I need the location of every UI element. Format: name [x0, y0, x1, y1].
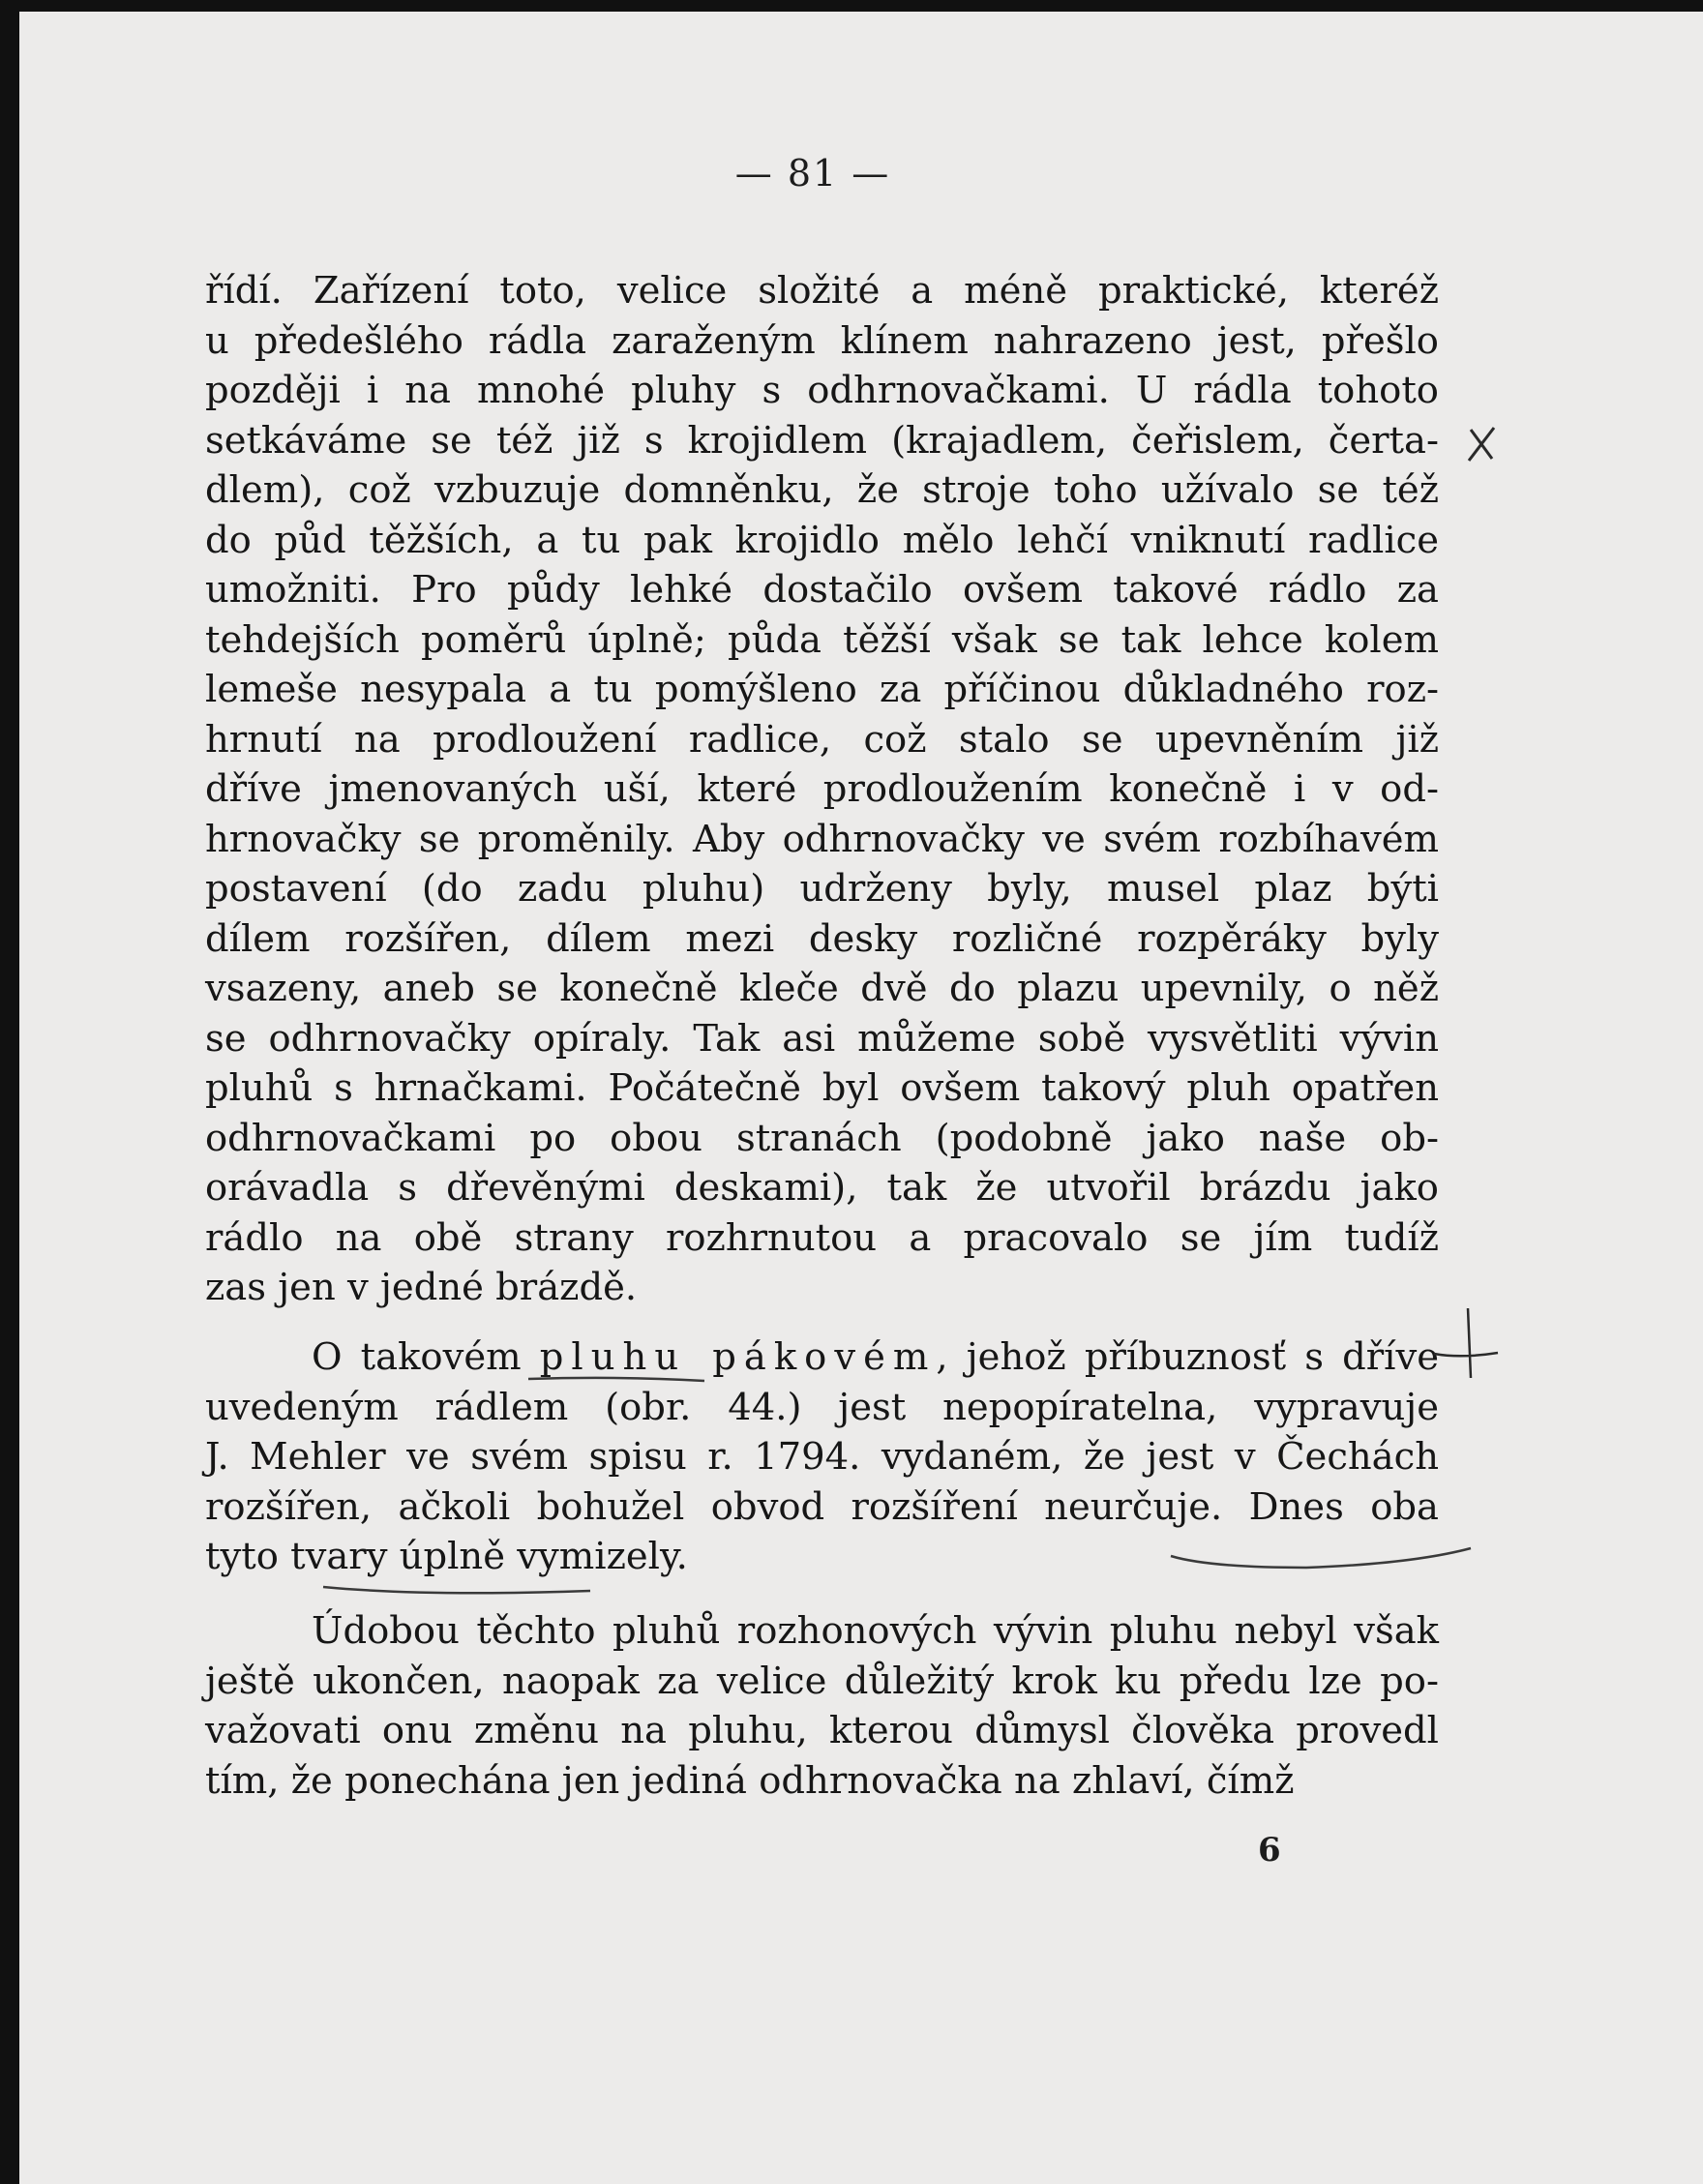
paragraph-line: uvedeným rádlem (obr. 44.) jest nepopíratelna, vypravuje [205, 1385, 1439, 1429]
paragraph-line: tehdejších poměrů úplně; půda těžší však se tak lehce kolem [205, 617, 1439, 662]
paragraph-line: hrnutí na prodloužení radlice, což stalo se upevněním již [205, 717, 1439, 762]
paragraph-line: umožniti. Pro půdy lehké dostačilo ovšem takové rádlo za [205, 568, 1439, 612]
paragraph-line: tím, že ponechána jen jediná odhrnovačka na zhlaví, čímž [205, 1758, 1295, 1803]
paragraph-line: lemeše nesypala a tu pomýšleno za příčinou důkladného roz- [205, 668, 1439, 711]
paragraph-line [205, 1332, 1439, 1383]
paragraph-line: řídí. Zařízení toto, velice složité a méně praktické, kteréž [205, 269, 1439, 313]
emphasized-term: pluhu pákovém [539, 1335, 937, 1379]
text-run: , jehož příbuznosť s dříve [936, 1335, 1439, 1379]
paragraph-line: dílem rozšířen, dílem mezi desky rozličné rozpěráky byly [205, 916, 1439, 961]
paragraph-line: hrnovačky se proměnily. Aby odhrnovačky ve svém rozbíhavém [205, 817, 1439, 861]
paragraph-line: se odhrnovačky opíraly. Tak asi můžeme sobě vysvětliti vývin [205, 1016, 1439, 1061]
paragraph-line: ještě ukončen, naopak za velice důležitý krok ku předu lze po- [205, 1659, 1439, 1703]
paragraph-line: později i na mnohé pluhy s odhrnovačkami. U rádla tohoto [205, 369, 1439, 412]
paragraph-line: rozšířen, ačkoli bohužel obvod rozšíření neurčuje. Dnes oba [205, 1484, 1439, 1529]
paragraph-line: postavení (do zadu pluhu) udrženy byly, musel plaz býti [205, 867, 1439, 911]
paragraph-2 [205, 1332, 1439, 1582]
book-page [19, 12, 1703, 2184]
page-number: — 81 — [734, 152, 891, 194]
paragraph-line: rádlo na obě strany rozhrnutou a pracovalo se jím tudíž [205, 1215, 1439, 1260]
paragraph-line: pluhů s hrnačkami. Počátečně byl ovšem takový pluh opatřen [205, 1066, 1439, 1110]
scan-border-left [0, 0, 19, 2184]
paragraph-line: važovati onu změnu na pluhu, kterou důmysl člověka provedl [205, 1709, 1439, 1752]
paragraph-line: tyto tvary úplně vymizely. [205, 1535, 688, 1578]
paragraph-line: vsazeny, aneb se konečně kleče dvě do plazu upevnily, o něž [205, 967, 1439, 1010]
paragraph-1 [205, 266, 1439, 1313]
scan-border-top [0, 0, 1703, 12]
text-run: O takovém [312, 1335, 540, 1379]
paragraph-line: setkáváme se též již s krojidlem (krajadlem, čeřislem, čerta- [205, 418, 1439, 463]
paragraph-line: u předešlého rádla zaraženým klínem nahrazeno jest, přešlo [205, 318, 1439, 363]
paragraph-line: do půd těžších, a tu pak krojidlo mělo lehčí vniknutí radlice [205, 518, 1439, 562]
paragraph-line: Údobou těchto pluhů rozhonových vývin pluhu nebyl však [312, 1609, 1439, 1653]
paragraph-line: orávadla s dřevěnými deskami), tak že utvořil brázdu jako [205, 1166, 1439, 1210]
cross-mark-icon [1469, 428, 1494, 461]
signature-mark: 6 [1258, 1831, 1281, 1870]
paragraph-3 [205, 1606, 1439, 1806]
paragraph-line: dlem), což vzbuzuje domněnku, že stroje toho užívalo se též [205, 468, 1439, 512]
paragraph-line: J. Mehler ve svém spisu r. 1794. vydaném, že jest v Čechách [205, 1435, 1439, 1479]
paragraph-line: zas jen v jedné brázdě. [205, 1266, 638, 1309]
plus-mark-icon [1434, 1308, 1498, 1378]
paragraph-line: odhrnovačkami po obou stranách (podobně jako naše ob- [205, 1116, 1439, 1160]
paragraph-line: dříve jmenovaných uší, které prodloužením konečně i v od- [205, 767, 1439, 811]
